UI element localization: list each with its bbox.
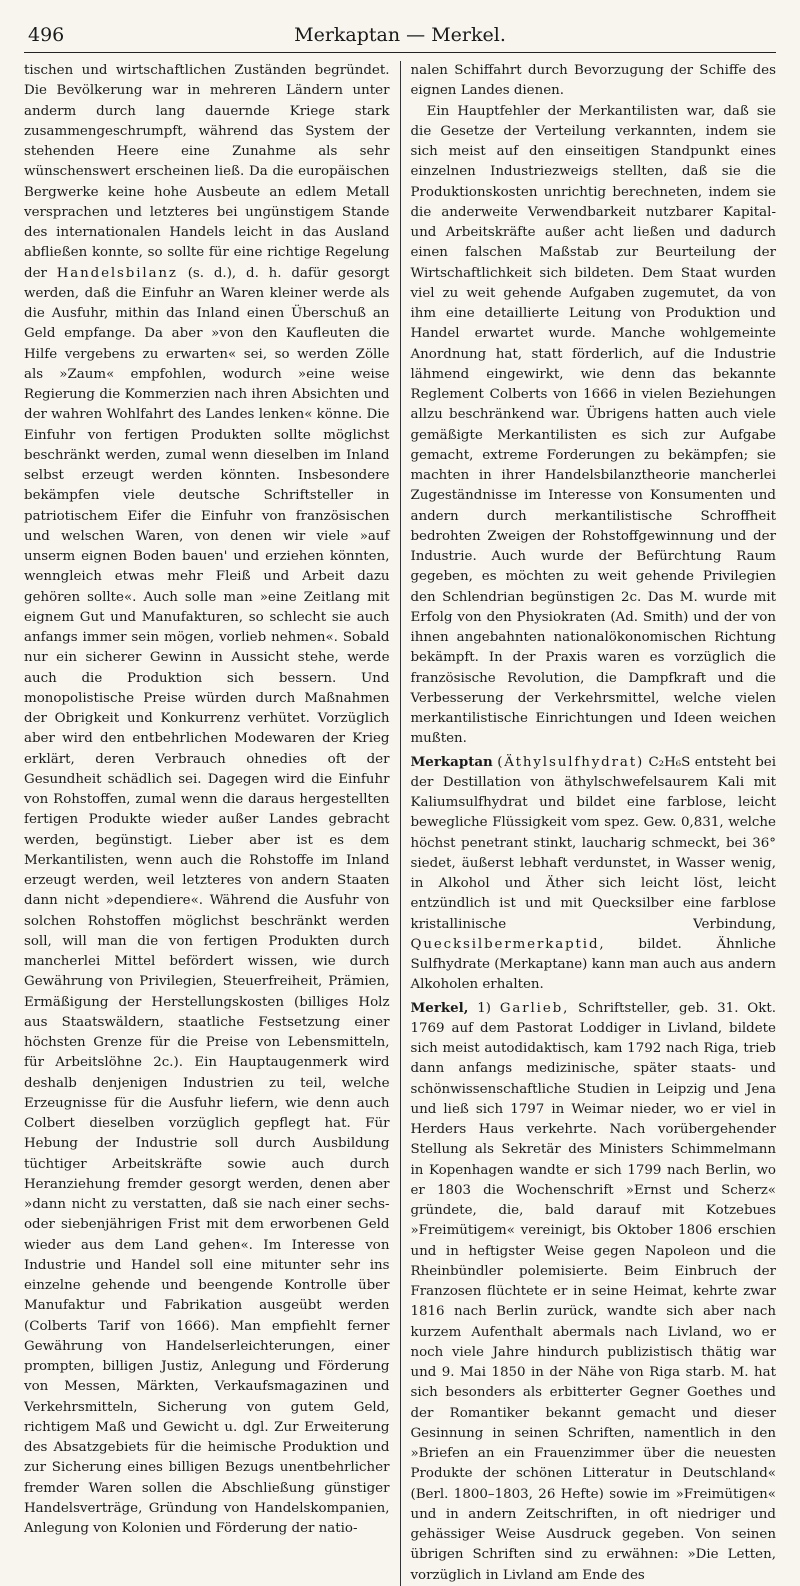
entry-merkaptan bbox=[410, 752, 776, 996]
chemical-formula: C₂H₆S bbox=[648, 754, 691, 770]
headword-merkaptan: Merkaptan bbox=[410, 753, 493, 770]
right-paragraph-1: nalen Schiffahrt durch Bevorzugung der Schiffe des eignen Landes dienen. bbox=[410, 63, 776, 99]
entry-merkel bbox=[410, 998, 776, 1586]
entry-merkaptan-text: entsteht bei der Destillation von äthylschwefelsaurem Kali mit Kaliumsulfhydrat und bildet eine farblose, leicht bewegliche Flüssigkeit vom spez. Gew. 0,831, welche höchst penetrant stinkt, laucharig schmeckt, bei 36° siedet, äußerst lebhaft verdunstet, in Wasser wenig, in Alkohol und Äther sich leicht löst, leicht entzündlich ist und mit Quecksilber eine farblose kristallinische Verbindung, bbox=[410, 754, 776, 932]
entry-merkel-text: Schriftsteller, geb. 31. Okt. 1769 auf dem Pastorat Loddiger in Livland, bildete sich meist autodidaktisch, kam 1792 nach Riga, trieb dann anfangs medizinische, später staats- und schönwissenschaftliche Studien in Leipzig und Jena und ließ sich 1797 in Weimar nieder, wo er viel in Herders Haus verkehrte. Nach vorübergehender Stellung als Sekretär des Ministers Schimmelmann in Kopenhagen wandte er sich 1799 nach Berlin, wo er 1803 die Wochenschrift »Ernst und Scherz« gründete, die, bald darauf mit Kotzebues »Freimütigem« vereinigt, bis Oktober 1806 erschien und in heftigster Weise gegen Napoleon und die Rheinbündler polemisierte. Beim Einbruch der Franzosen flüchtete er in seine Heimat, kehrte zwar 1816 nach Berlin zurück, wandte sich aber nach kurzem Aufenthalt abermals nach Livland, wo er noch viele Jahre hindurch publizistisch thätig war und 9. Mai 1850 in der Nähe von Riga starb. M. hat sich besonders als erbitterter Gegner Goethes und der Romantiker bekannt gemacht und dieser Gesinnung in seinen Schriften, namentlich in den »Briefen an ein Frauenzimmer über die neuesten Produkte der schönen Litteratur in Deutschland« (Berl. 1800–1803, 26 Hefte) sowie im »Freimütigen« und in andern Zeitschriften, in oft niedriger und gehässiger Weise Ausdruck gegeben. Von seinen übrigen Schriften sind zu erwähnen: »Die Letten, vorzüglich in Livland am Ende des bbox=[410, 1000, 776, 1583]
term-quecksilbermerkaptid: Quecksilbermerkaptid bbox=[410, 936, 600, 952]
right-paragraph-2: Ein Hauptfehler der Merkantilisten war, daß sie die Gesetze der Verteilung verkannten, indem sie sich meist auf den einseitigen Standpunkt eines einzelnen Industriezweigs stellten, daß sie die Produktionskosten unrichtig berechneten, indem sie die anderweite Verwendbarkeit nutzbarer Kapital- und Arbeitskräfte außer acht ließen und dadurch einen falschen Maßstab zur Beurteilung der Wirtschaftlichkeit sich bildeten. Dem Staat wurden viel zu weit gehende Aufgaben zugemutet, da von ihm eine detaillierte Leitung von Produktion und Handel erwartet wurde. Manche wohlgemeinte Anordnung hat, statt förderlich, auf die Industrie lähmend eingewirkt, wie denn das bekannte Reglement Colberts von 1666 in vielen Beziehungen allzu beschränkend war. Übrigens hatten auch viele gemäßigte Merkantilisten es sich zur Aufgabe gemacht, extreme Forderungen zu bekämpfen; sie machten in ihrer Handelsbilanztheorie mancherlei Zugeständnisse im Interesse von Konsumenten und andern durch merkantilistische Schroffheit bedrohten Zweigen der Rohstoffgewinnung und der Industrie. Auch wurde der Befürchtung Raum gegeben, es möchten zu weit gehende Privilegien den Schlendrian begünstigen 2c. Das M. wurde mit Erfolg von den Physiokraten (Ad. Smith) und der von ihnen angebahnten nationalökonomischen Richtung bekämpft. In der Praxis waren es vorzüglich die französische Revolution, die Dampfkraft und die Verbesserung der Verkehrsmittel, welche vielen merkantilistische Einrichtungen und Ideen weichen mußten. bbox=[410, 103, 776, 747]
headword-merkel: Merkel, bbox=[410, 999, 469, 1016]
left-column bbox=[24, 61, 400, 1586]
synonym-athylsulfhydrat: (Äthylsulfhydrat) bbox=[497, 754, 645, 770]
entry-merkaptan-text-end: , bildet. Ähnliche Sulfhydrate (Merkaptane) kann man auch aus andern Alkoholen erhalten. bbox=[410, 936, 776, 993]
right-column bbox=[400, 61, 776, 1586]
entry-number: 1) bbox=[477, 1000, 491, 1016]
left-paragraph bbox=[24, 61, 390, 1539]
running-title: Merkaptan — Merkel. bbox=[294, 24, 506, 46]
two-column-body bbox=[24, 61, 776, 1586]
page-number: 496 bbox=[28, 24, 65, 46]
page-header bbox=[24, 18, 776, 53]
person-name-garlieb: Garlieb, bbox=[499, 1000, 570, 1016]
term-handelsbilanz: Handelsbilanz bbox=[56, 265, 178, 281]
left-paragraph-text: tischen und wirtschaftlichen Zuständen begründet. Die Bevölkerung war in mehreren Ländern unter anderm durch lang dauernde Kriege stark zusammengeschrumpft, während das System der stehenden Heere eine Zunahme als sehr wünschenswert erscheinen ließ. Da die europäischen Bergwerke keine hohe Ausbeute an edlem Metall versprachen und letzteres bei ungünstigem Stande des internationalen Handels leicht in das Ausland abfließen konnte, so sollte für eine richtige Regelung der bbox=[24, 63, 390, 281]
left-paragraph-text-cont: (s. d.), d. h. dafür gesorgt werden, daß die Einfuhr an Waren kleiner werde als die Ausfuhr, mithin das Inland einen Überschuß an Geld empfange. Da aber »von den Kaufleuten die Hilfe vergebens zu erwarten« sei, so werden Zölle als »Zaum« empfohlen, wodurch »eine weise Regierung die Kommerzien nach ihren Absichten und der wahren Wohlfahrt des Landes lenken« könne. Die Einfuhr von fertigen Produkten sollte möglichst beschränkt werden, zumal wenn dieselben im Inland selbst erzeugt werden könnten. Insbesondere bekämpfen viele deutsche Schriftsteller in patriotischem Eifer die Einfuhr von französischen und welschen Waren, von denen wir viele »auf unserm eignen Boden bauen' und erziehen könnten, wenngleich etwas mehr Fleiß und Arbeit dazu gehören sollte«. Auch solle man »eine Zeitlang mit eignem Gut und Manufakturen, so schlecht sie auch anfangs immer sein mögen, vorlieb nehmen«. Sobald nur ein sicherer Gewinn in Aussicht stehe, werde auch die Produktion sich bessern. Und monopolistische Preise würden durch Maßnahmen der Obrigkeit und Konkurrenz verhütet. Vorzüglich aber wird den entbehrlichen Modewaren der Krieg erklärt, deren Verbrauch ohnedies oft der Gesundheit schädlich sei. Dagegen wird die Einfuhr von Rohstoffen, zumal wenn die daraus hergestellten fertigen Produkte wieder außer Landes gebracht werden, begünstigt. Lieber aber ist es dem Merkantilisten, wenn auch die Rohstoffe im Inland erzeugt werden, weil letzteres von andern Staaten dann nicht »dependiere«. Während die Ausfuhr von solchen Rohstoffen möglichst beschränkt werden soll, will man die von fertigen Produkten durch mancherlei Mittel befördert wissen, wie durch Gewährung von Privilegien, Steuerfreiheit, Prämien, Ermäßigung der Herstellungskosten (billiges Holz aus Staatswäldern, staatliche Festsetzung einer höchsten Grenze für die Preise von Lebensmitteln, für Arbeitslöhne 2c.). Ein Hauptaugenmerk wird deshalb denjenigen Industrien zu teil, welche Erzeugnisse für die Ausfuhr liefern, wie denn auch Colbert dieselben vorzüglich gepflegt hat. Für Hebung der Industrie soll durch Ausbildung tüchtiger Arbeitskräfte sowie auch durch Heranziehung fremder gesorgt werden, denen aber »dann nicht zu verstatten, daß sie nach einer sechs- oder siebenjährigen Frist mit dem erworbenen Geld wieder aus dem Land gehen«. Im Interesse von Industrie und Handel soll eine mitunter sehr ins einzelne gehende und beengende Kontrolle über Manufaktur und Fabrikation ausgeübt werden (Colberts Tarif von 1666). Man empfiehlt ferner Gewährung von Handelserleichterungen, einer prompten, billigen Justiz, Anlegung und Förderung von Messen, Märkten, Verkaufsmagazinen und Verkehrsmitteln, Sicherung von gutem Geld, richtigem Maß und Gewicht u. dgl. Zur Erweiterung des Absatzgebiets für die heimische Produktion und zur Sicherung eines billigen Bezugs unentbehrlicher fremder Waren sollen die Abschließung günstiger Handelsverträge, Gründung von Handelskompanien, Anlegung von Kolonien und Förderung der natio- bbox=[24, 265, 390, 1536]
